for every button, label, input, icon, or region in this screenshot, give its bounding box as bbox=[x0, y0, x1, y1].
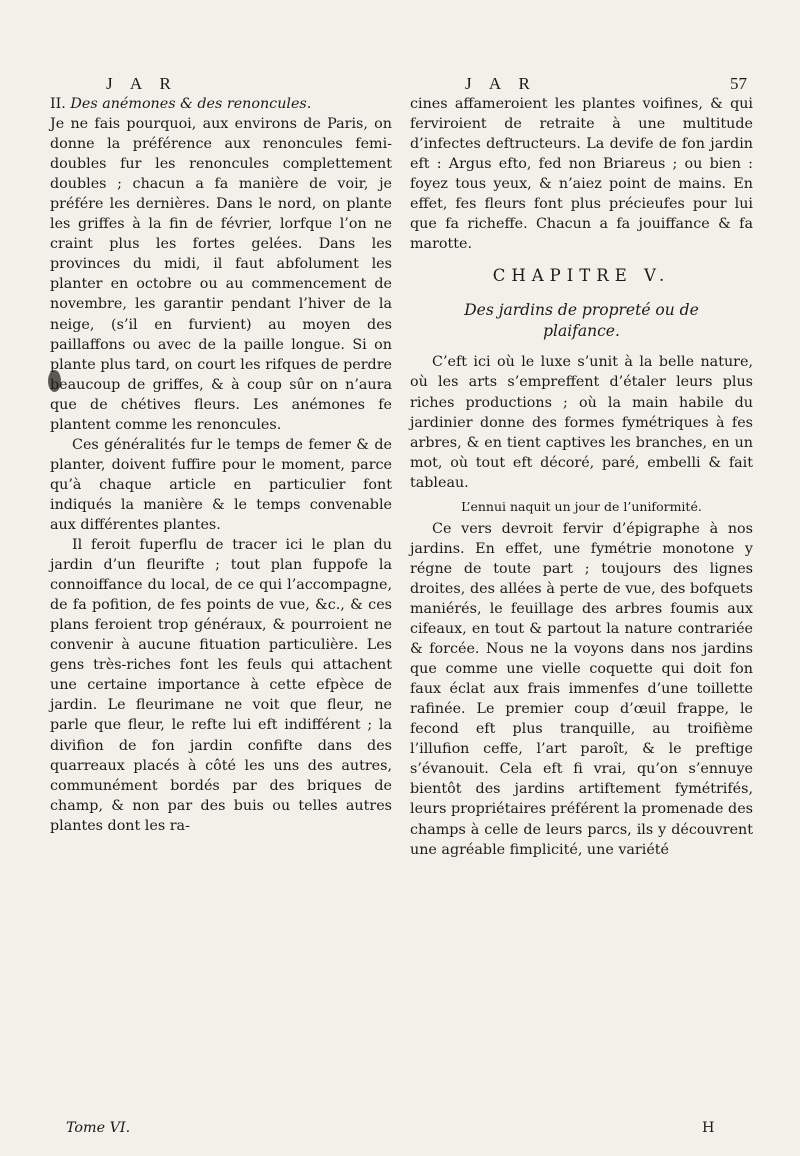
chapter-subtitle-line: plaifance. bbox=[543, 322, 620, 341]
running-head-left: J A R bbox=[106, 74, 178, 93]
paragraph: Il feroit fuperflu de tracer ici le plan du jardin d’un fleurifte ; tout plan fuppofe la connoiffance du local, de ce qui l’accompagne, de fa pofition, de fes points de vue, &c., & ces plans feroient trop généraux, & pourroient ne convenir à aucune fituation particulière. Les gens très-riches font les feuls qui attachent une certaine importance à cette efpèce de jardin. Le fleurimane ne voit que fleur, ne parle que fleur, le refte lui eft indifférent ; la divifion de fon jardin confifte dans des quarreaux placés à côté les uns des autres, communément bordés par des briques de champ, & non par des buis ou telles autres plantes dont les ra- bbox=[50, 537, 392, 834]
running-head-right: J A R bbox=[465, 74, 537, 93]
paragraph: C’eft ici où le luxe s’unit à la belle nature, où les arts s’empreffent d’étaler leurs plus riches productions ; où la main habile du jardinier donne des formes fymétriques à fes arbres, & en tient captives les branches, en un mot, où tout eft décoré, paré, embelli & fait tableau. bbox=[410, 354, 753, 491]
right-column bbox=[410, 82, 753, 860]
verse-epigraph: L’ennui naquit un jour de l’uniformité. bbox=[461, 498, 702, 514]
paragraph: Ce vers devroit fervir d’épigraphe à nos jardins. En effet, une fymétrie monotone y régne de toute part ; toujours des lignes droites, des allées à perte de vue, des bofquets maniérés, le feuillage des arbres foumis aux cifeaux, en tout & partout la nature contrariée & forcée. Nous ne la voyons dans nos jardins que comme une vielle coquette qui doit fon faux éclat aux frais immenfes d’une toillette rafinée. Le premier coup d’œuil frappe, le fecond eft plus tranquille, au troifième l’illufion ceffe, l’art paroît, & le preftige s’évanouit. Cela eft fi vrai, qu’on s’ennuye bientôt des jardins artiftement fymétrifés, leurs propriétaires préférent la promenade des champs à celle de leurs parcs, ils y découvrent une agréable fimplicité, une variété bbox=[410, 520, 753, 858]
signature-mark: H bbox=[702, 1120, 715, 1136]
chapter-subtitle bbox=[410, 300, 753, 342]
chapter-title: CHAPITRE V. bbox=[492, 266, 671, 286]
page-number: 57 bbox=[730, 74, 747, 93]
section-title: Des anémones & des renoncules. bbox=[70, 96, 312, 112]
left-column bbox=[50, 82, 392, 836]
volume-footer: Tome VI. bbox=[66, 1120, 131, 1136]
section-number: II. bbox=[50, 96, 66, 112]
chapter-subtitle-line: Des jardins de propreté ou de bbox=[464, 301, 699, 320]
paragraph: Ces généralités fur le temps de femer & de planter, doivent fuffire pour le moment, parce qu’à chaque article en particulier font indiqués la manière & le temps convenable aux différentes plantes. bbox=[50, 436, 392, 533]
paragraph: cines affameroient les plantes voifines, & qui ferviroient de retraite à une multitude d’infectes deftructeurs. La devife de fon jardin eft : Argus efto, fed non Briareus ; ou bien : foyez tous yeux, & n’aiez point de mains. En effet, fes fleurs font plus précieufes pour lui que fa richeffe. Chacun a fa jouiffance & fa marotte. bbox=[410, 96, 753, 253]
section-heading bbox=[50, 94, 392, 114]
paragraph: Je ne fais pourquoi, aux environs de Paris, on donne la préférence aux renoncules femi-doubles fur les renoncules complettement doubles ; chacun a fa manière de voir, je préfére les dernières. Dans le nord, on plante les griffes à la fin de février, lorfque l’on ne craint plus les fortes gelées. Dans les provinces du midi, il faut abfolument les planter en octobre ou au commencement de novembre, les garantir pendant l’hiver de la neige, (s’il en furvient) au moyen des paillaffons ou avec de la paille longue. Si on plante plus tard, on court les rifques de perdre beaucoup de griffes, & à coup sûr on n’aura que de chétives fleurs. Les anémones fe plantent comme les renoncules. bbox=[50, 116, 392, 433]
